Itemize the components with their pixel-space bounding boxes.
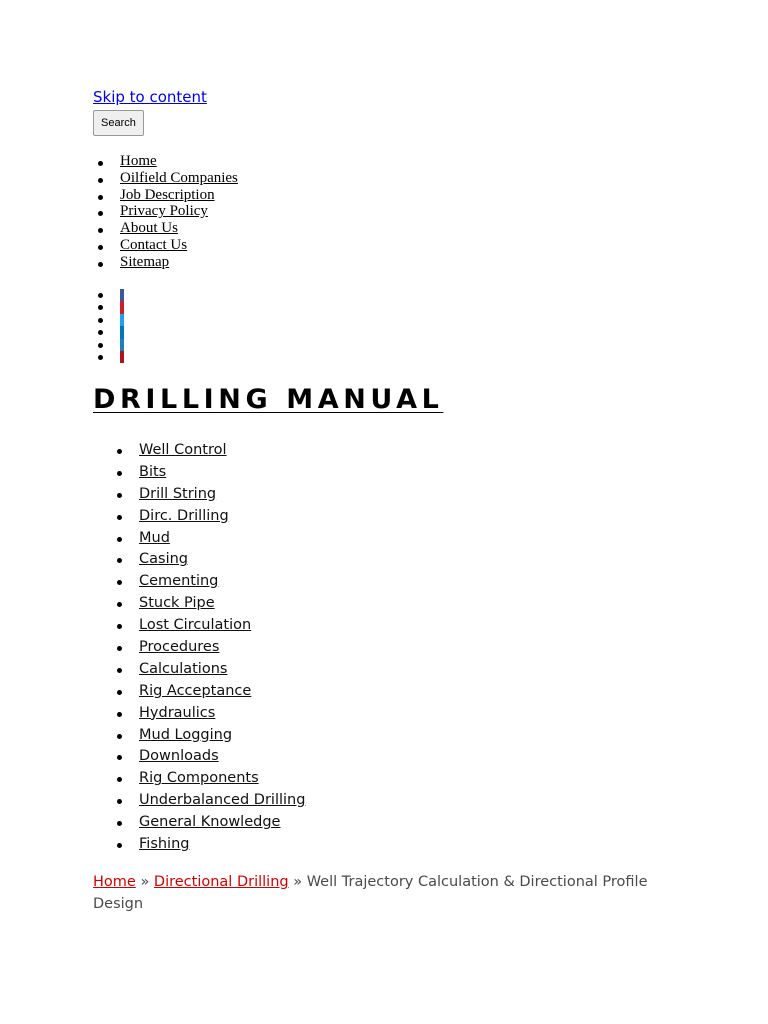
main-nav-item [139, 636, 305, 658]
site-title-link[interactable]: DRILLING MANUAL [93, 384, 444, 415]
main-nav-item [139, 767, 305, 789]
search-button[interactable]: Search [93, 110, 144, 136]
top-navigation [120, 153, 238, 271]
main-nav-item [139, 483, 305, 505]
main-nav-item [139, 527, 305, 549]
main-nav-item [139, 833, 305, 855]
top-nav-item-contact-us [120, 237, 238, 254]
twitter-icon[interactable] [120, 314, 124, 326]
youtube-icon[interactable] [120, 351, 124, 363]
social-item [120, 289, 124, 301]
main-nav-link-downloads[interactable]: Downloads [139, 748, 219, 765]
main-nav-item [139, 439, 305, 461]
share-icon[interactable] [120, 339, 124, 351]
main-nav-link-hydraulics[interactable]: Hydraulics [139, 704, 216, 721]
main-nav-item [139, 789, 305, 811]
linkedin-icon[interactable] [120, 326, 124, 338]
top-nav-item-about-us [120, 220, 238, 237]
main-nav-link-bits[interactable]: Bits [139, 463, 167, 480]
social-item [120, 351, 124, 363]
main-nav-item [139, 614, 305, 636]
main-nav-link-rig-components[interactable]: Rig Components [139, 770, 259, 787]
main-nav-item [139, 548, 305, 570]
breadcrumb-separator: » [293, 874, 303, 890]
main-nav-link-lost-circulation[interactable]: Lost Circulation [139, 617, 252, 634]
breadcrumb-category-link[interactable]: Directional Drilling [153, 874, 289, 890]
main-nav-link-rig-acceptance[interactable]: Rig Acceptance [139, 682, 252, 699]
top-nav-link-oilfield-companies[interactable]: Oilfield Companies [120, 169, 238, 186]
top-nav-item-oilfield-companies [120, 170, 238, 187]
top-nav-item-job-description [120, 187, 238, 204]
breadcrumb-separator: » [140, 874, 150, 890]
main-nav-link-underbalanced-drilling[interactable]: Underbalanced Drilling [139, 792, 306, 809]
facebook-icon[interactable] [120, 289, 124, 301]
top-nav-link-contact-us[interactable]: Contact Us [120, 236, 188, 253]
skip-to-content-link[interactable]: Skip to content [93, 88, 207, 106]
main-nav-link-well-control[interactable]: Well Control [139, 442, 227, 458]
breadcrumb-home-link[interactable]: Home [93, 874, 136, 890]
social-item [120, 339, 124, 351]
social-links [120, 289, 124, 363]
top-nav-link-about-us[interactable]: About Us [120, 220, 178, 237]
top-nav-link-sitemap[interactable]: Sitemap [120, 253, 170, 270]
breadcrumb-current-page: Well Trajectory Calculation & Directional Profile Design [93, 874, 648, 912]
main-nav-link-mud[interactable]: Mud [139, 529, 170, 546]
main-nav-item [139, 811, 305, 833]
main-nav-link-stuck-pipe[interactable]: Stuck Pipe [139, 595, 215, 612]
top-nav-link-job-description[interactable]: Job Description [120, 186, 215, 203]
main-nav-link-general-knowledge[interactable]: General Knowledge [139, 814, 281, 831]
social-item [120, 301, 124, 313]
top-nav-link-home[interactable]: Home [120, 153, 157, 169]
pinterest-icon[interactable] [120, 301, 124, 313]
social-item [120, 326, 124, 338]
main-nav-item [139, 461, 305, 483]
main-nav-link-procedures[interactable]: Procedures [139, 639, 220, 656]
main-nav-link-fishing[interactable]: Fishing [139, 836, 190, 853]
main-nav-link-casing[interactable]: Casing [139, 551, 188, 568]
breadcrumb [93, 871, 693, 915]
main-nav-item [139, 702, 305, 724]
top-nav-item-privacy-policy [120, 203, 238, 220]
main-nav-link-drill-string[interactable]: Drill String [139, 485, 217, 502]
main-nav-item [139, 592, 305, 614]
main-nav-item [139, 680, 305, 702]
top-nav-item-sitemap [120, 254, 238, 271]
top-nav-item-home [120, 153, 238, 170]
main-nav-item [139, 745, 305, 767]
main-nav-item [139, 570, 305, 592]
main-nav-item [139, 724, 305, 746]
main-navigation [139, 439, 305, 855]
main-nav-item [139, 505, 305, 527]
main-nav-link-mud-logging[interactable]: Mud Logging [139, 726, 233, 743]
main-nav-link-calculations[interactable]: Calculations [139, 660, 228, 677]
top-nav-link-privacy-policy[interactable]: Privacy Policy [120, 203, 208, 220]
main-nav-item [139, 658, 305, 680]
main-nav-link-cementing[interactable]: Cementing [139, 573, 219, 590]
main-nav-link-dirc-drilling[interactable]: Dirc. Drilling [139, 507, 229, 524]
social-item [120, 314, 124, 326]
